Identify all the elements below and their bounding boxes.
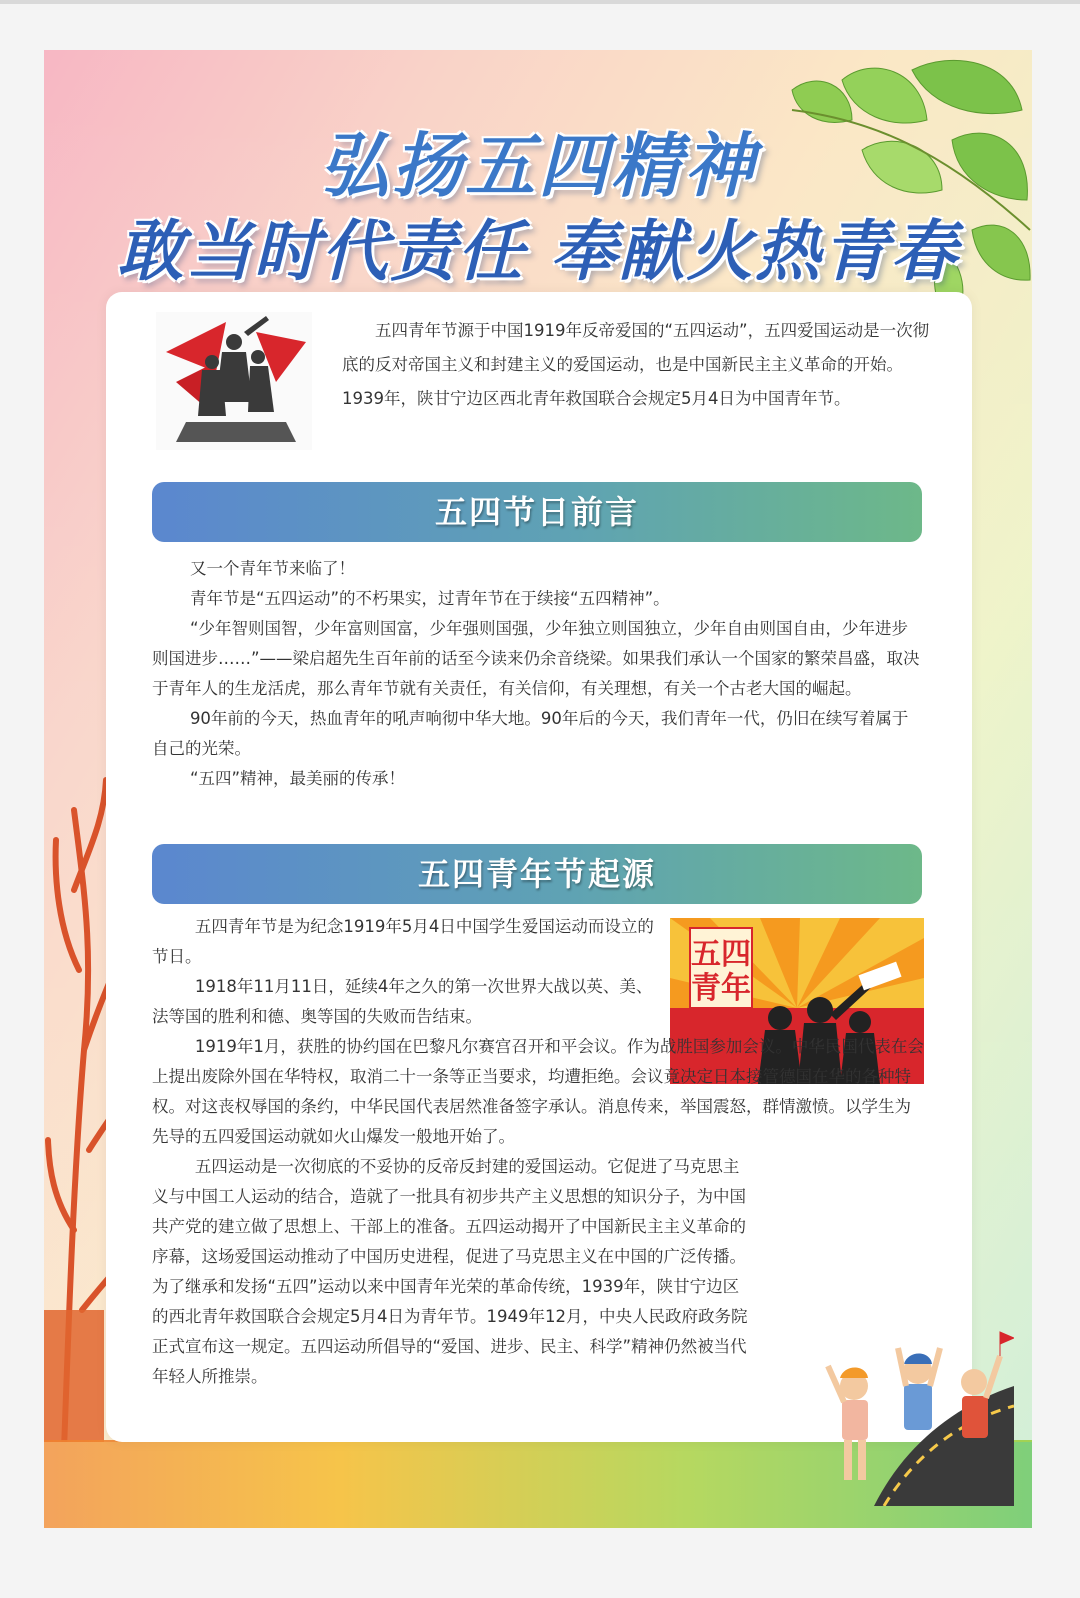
statue-illustration	[156, 312, 312, 450]
origin-paragraph: 五四青年节是为纪念1919年5月4日中国学生爱国运动而设立的节日。	[152, 917, 654, 966]
top-divider	[0, 0, 1080, 4]
preface-paragraph: 90年前的今天，热血青年的吼声响彻中华大地。90年后的今天，我们青年一代，仍旧在续写着属于自己的光荣。	[152, 709, 909, 758]
section-heading-preface: 五四节日前言	[152, 482, 922, 542]
kids-illustration	[814, 1326, 1014, 1506]
origin-paragraph: 五四运动是一次彻底的不妥协的反帝反封建的爱国运动。它促进了马克思主义与中国工人运动的结合，造就了一批具有初步共产主义思想的知识分子，为中国共产党的建立做了思想上、干部上的准备。五四运动揭开了中国新民主主义革命的序幕，这场爱国运动推动了中国历史进程，促进了马克思主义在中国的广泛传播。为了继承和发扬“五四”运动以来中国青年光荣的革命传统，1939年，陕甘宁边区的西北青年救国联合会规定5月4日为青年节。1949年12月，中央人民政府政务院正式宣布这一规定。五四运动所倡导的“爱国、进步、民主、科学”精神仍然被当代年轻人所推崇。	[152, 1157, 748, 1386]
intro-text: 五四青年节源于中国1919年反帝爱国的“五四运动”，五四爱国运动是一次彻底的反对帝国主义和封建主义的爱国运动，也是中国新民主主义革命的开始。1939年，陕甘宁边区西北青年救国联合会规定5月4日为中国青年节。	[342, 321, 930, 408]
preface-paragraph: 青年节是“五四运动”的不朽果实，过青年节在于续接“五四精神”。	[189, 589, 670, 608]
poster-title-line2: 敢当时代责任 奉献火热青春	[117, 213, 959, 290]
svg-text:青年: 青年	[691, 971, 751, 1006]
section-heading-origin: 五四青年节起源	[152, 844, 922, 904]
preface-paragraph: 又一个青年节来临了！	[189, 559, 355, 578]
content-card	[106, 292, 972, 1442]
poster	[44, 50, 1032, 1528]
preface-paragraph: “五四”精神，最美丽的传承！	[189, 769, 406, 788]
svg-text:五四: 五四	[691, 937, 751, 972]
poster-title-line1: 弘扬五四精神	[319, 125, 757, 207]
preface-paragraph: “少年智则国智，少年富则国富，少年强则国强，少年独立则国独立，少年自由则国自由，少年进步则国进步……”——梁启超先生百年前的话至今读来仍余音绕梁。如果我们承认一个国家的繁荣昌盛，取决于青年人的生龙活虎，那么青年节就有关责任，有关信仰，有关理想，有关一个古老大国的崛起。	[152, 619, 920, 698]
origin-body	[152, 912, 924, 1392]
origin-paragraph: 1918年11月11日，延续4年之久的第一次世界大战以英、美、法等国的胜利和德、奥等国的失败而告结束。	[152, 977, 653, 1026]
origin-paragraph: 1919年1月，获胜的协约国在巴黎凡尔赛宫召开和平会议。作为战胜国参加会议。中华民国代表在会上提出废除外国在华特权，取消二十一条等正当要求，均遭拒绝。会议竟决定日本接管德国在华的各种特权。对这丧权辱国的条约，中华民国代表居然准备签字承认。消息传来，举国震怒，群情激愤。以学生为先导的五四爱国运动就如火山爆发一般地开始了。	[152, 1037, 924, 1146]
preface-body	[152, 554, 924, 794]
